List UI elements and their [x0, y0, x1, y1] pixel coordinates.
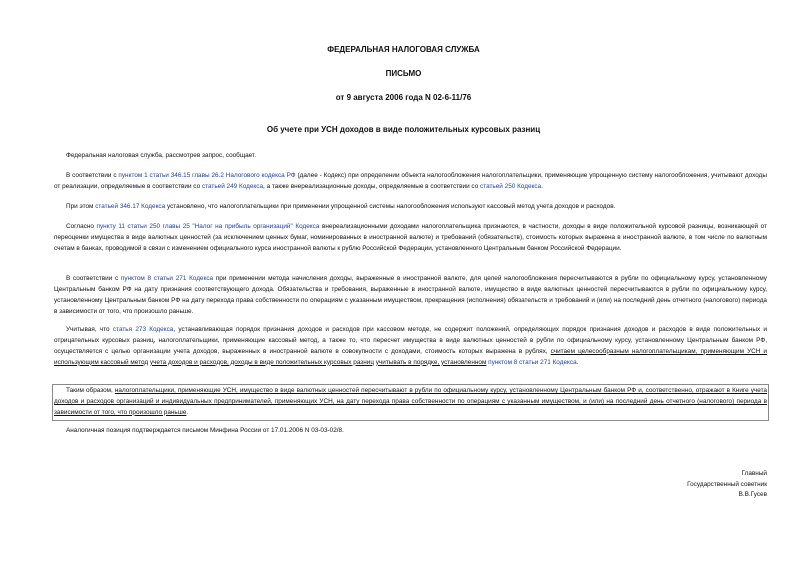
p4-text-2: внереализационными доходами налогоплательщика признаются, в частности, доходы в виде положительной курсовой разницы, возникающей от переоценки имущества в виде валютных ценностей (за исключением ценных бумаг, номинированных в иностранной валюте) и требований (обязательств), стоимость которых выражена в иностранной валюте, в том числе по валютным счетам в банках, проводимой в связи с изменением официального курса иностранной валюты к рублю Российской Федерации, установленного Центральным банком Российской Федерации.: [54, 223, 768, 252]
link-nk-271-p8-2[interactable]: пунктом 8 статьи 271 Кодекса: [488, 358, 577, 366]
link-nk-249[interactable]: статьей 249 Кодекса: [201, 182, 264, 190]
signature-line-1: Главный: [741, 470, 767, 477]
p2-text-2: (далее - Кодекс) при определении объекта налогообложения налогоплательщики, применяющие упрощенную систему налогообложения, учитывают доходы от реализации, определяемые в соответствии со: [54, 172, 767, 190]
paragraph-8: [54, 426, 767, 437]
signature-line-2: Государственный советник: [687, 480, 767, 488]
doc-date-number: от 9 августа 2006 года N 02-6-11/76: [335, 93, 472, 102]
paragraph-4: [54, 222, 767, 255]
paragraph-5: [54, 274, 767, 318]
link-nk-346-17[interactable]: статьей 346.17 Кодекса: [95, 203, 166, 210]
agency-title: ФЕДЕРАЛЬНАЯ НАЛОГОВАЯ СЛУЖБА: [327, 45, 480, 54]
p3-text-2: установлено, что налогоплательщики при применении упрощенной системы налогообложения используют кассовый метод учета доходов и расходов.: [165, 203, 616, 210]
link-nk-271-p8[interactable]: пунктом 8 статьи 271 Кодекса: [120, 275, 214, 282]
paragraph-6: [54, 325, 767, 369]
paragraph-1: [54, 151, 767, 162]
p2-text-3: , а также внереализационные доходы, определяемые в соответствии со: [263, 182, 481, 190]
p7-underlined: налогоплательщики, применяющие УСН, имущество в виде валютных ценностей пересчитывают в рубли по официальному курсу, установленному Центральным банком РФ и, соответственно, отражают в Книге учета доходов и расходов организаций и индивидуальных предпринимателей, применяющих УСН, на дату перехода права собственности по операциям с указанным имуществом, и (или) на последний день отчетного (налогового) периода в зависимости от того, что произошло раньше: [54, 387, 767, 416]
signature-block: [687, 469, 767, 501]
p6-text-4: .: [576, 358, 579, 366]
p7-text-2: .: [186, 408, 189, 416]
p4-text-1: Согласно: [66, 223, 97, 230]
p6-underlined: считаем целесообразным налогоплательщикам, применяющим УСН и использующим кассовый метод учета доходов и расходов, доходы в виде положительных курсовых разниц учитывать в порядке, установленном: [54, 347, 767, 366]
p5-text-2: при применении метода начисления доходы, выраженные в иностранной валюте, для целей налогообложения пересчитываются в рубли по официальному курсу, установленному Центральным банком РФ на дату признания соответствующего дохода. Обязательства и требования, выраженные в иностранной валюте, имущество в виде валютных ценностей пересчитываются в рубли по официальному курсу, установленному Центральным банком РФ на дату перехода права собственности по операциям с указанным имуществом, прекращения (исполнения) обязательств и требований и (или) на последний день отчетного (налогового) периода в зависимости от того, что произошло раньше.: [54, 275, 767, 315]
p2-text-1: В соответствии с: [66, 172, 119, 179]
p8-text: Аналогичная позиция подтверждается письмом Минфина России от 17.01.2006 N 03-03-02/8.: [66, 427, 344, 434]
doc-subject: Об учете при УСН доходов в виде положительных курсовых разниц: [266, 125, 541, 134]
link-nk-346-15[interactable]: пунктом 1 статьи 346.15 главы 26.2 Налогового кодекса РФ: [118, 172, 296, 179]
paragraph-3: [54, 202, 767, 213]
p6-text-2: , устанавливающая порядок признания доходов и расходов при кассовом методе, не содержит положений, определяющих порядок признания доходов и расходов в виде положительных и отрицательных курсовых разниц, налогоплательщики, применяющие кассовый метод, а также то, что пересчет имущества в виде валютных ценностей в рубли по официальному курсу, установленному Центральным банком РФ, осуществляется с целью организации учета доходов, выраженных в иностранной валюте в совокупности с доходами, стоимость которых выражена в рублях,: [54, 326, 767, 355]
doc-type: ПИСЬМО: [385, 69, 422, 78]
p3-text-1: При этом: [66, 203, 96, 210]
link-nk-250-p11[interactable]: пункту 11 статьи 250 главы 25 "Налог на прибыль организаций" Кодекса: [96, 223, 320, 230]
p2-text-4: .: [541, 182, 543, 190]
paragraph-2: [54, 171, 767, 193]
link-nk-250[interactable]: статьей 250 Кодекса: [480, 182, 542, 190]
signature-line-3: В.В.Гусев: [738, 491, 767, 499]
p6-text-1: Учитывая, что: [66, 326, 113, 333]
link-nk-273[interactable]: статья 273 Кодекса: [112, 326, 174, 333]
paragraph-7: [54, 386, 767, 419]
p5-text-1: В соответствии с: [66, 275, 121, 282]
p7-text-1: Таким образом,: [66, 387, 115, 394]
p1-text: Федеральная налоговая служба, рассмотрев запрос, сообщает.: [66, 152, 256, 159]
